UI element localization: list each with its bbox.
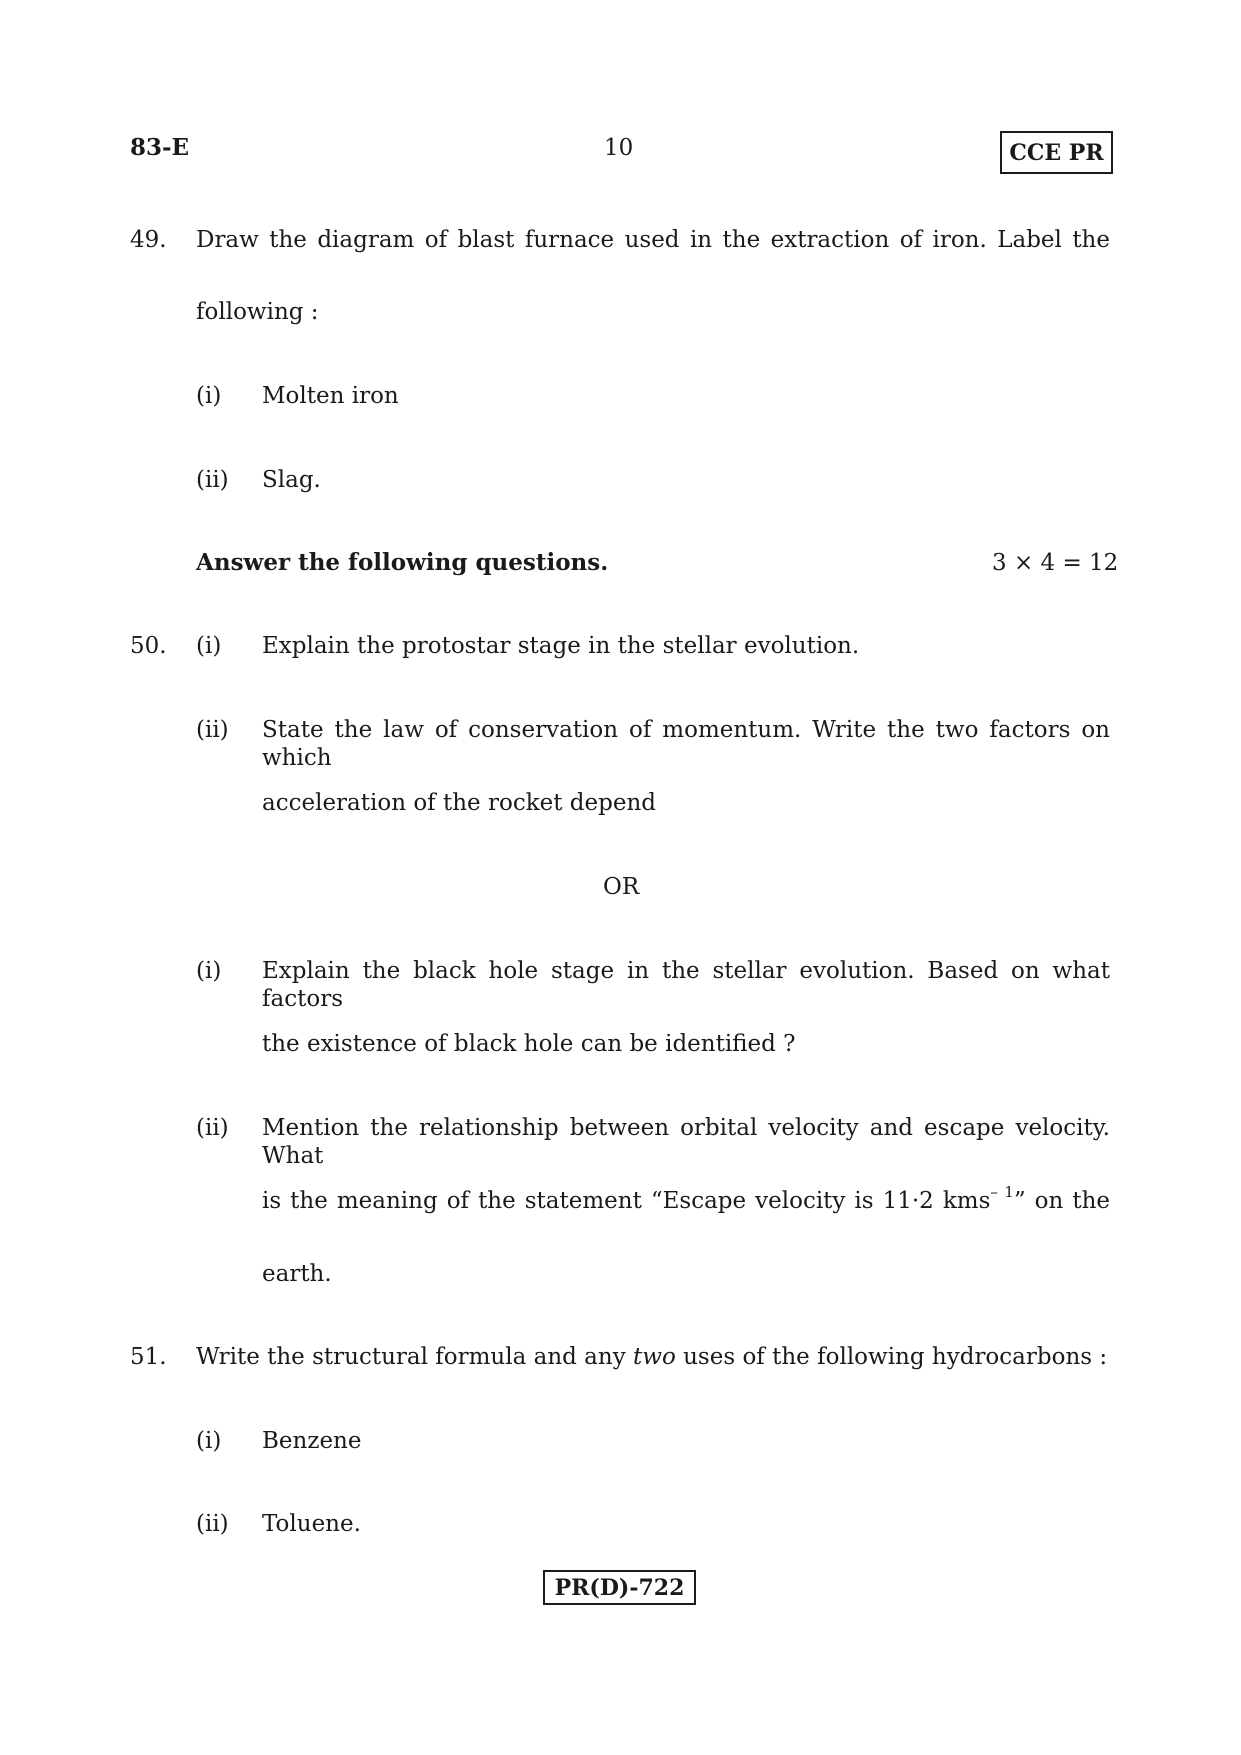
q50-b-i-text-line1: Explain the black hole stage in the stellar evolution. Based on what factors [262, 958, 1110, 1012]
q50-b-ii-text-line2 [262, 1183, 1110, 1215]
q50-b-ii-statement-end: ” on the [1013, 1188, 1110, 1214]
q49-item-text: Molten iron [262, 383, 399, 409]
unit-exponent: – 1 [990, 1183, 1014, 1202]
q50-b-ii-label: (ii) [196, 1115, 229, 1141]
q50-b-i-text-line2: the existence of black hole can be identified ? [262, 1031, 796, 1057]
q51-text-emphasis: two [633, 1344, 676, 1370]
section-instruction: Answer the following questions. [196, 549, 609, 576]
q49-item-label: (ii) [196, 467, 229, 493]
paper-code: 83-E [130, 134, 190, 161]
q51-text [196, 1343, 1107, 1371]
q50-number: 50. [130, 633, 167, 659]
q50-a-i-text: Explain the protostar stage in the stellar evolution. [262, 633, 860, 659]
q51-item-label: (ii) [196, 1511, 229, 1537]
q51-item-text: Benzene [262, 1428, 362, 1454]
q50-b-ii-text-line3: earth. [262, 1261, 332, 1287]
footer-code-box: PR(D)-722 [543, 1570, 696, 1605]
or-separator: OR [603, 874, 640, 900]
q51-item-text: Toluene. [262, 1511, 361, 1537]
series-box: CCE PR [1000, 131, 1113, 174]
q50-a-ii-text-line1: State the law of conservation of momentum. Write the two factors on which [262, 717, 1110, 771]
section-marks: 3 × 4 = 12 [992, 550, 1119, 576]
q49-text-line2: following : [196, 299, 319, 325]
q50-b-ii-statement: is the meaning of the statement “Escape velocity is 11·2 kms [262, 1188, 991, 1214]
q49-item-text: Slag. [262, 467, 321, 493]
q49-text-line1: Draw the diagram of blast furnace used in the extraction of iron. Label the [196, 227, 1110, 253]
q49-item-label: (i) [196, 383, 222, 409]
q50-a-i-label: (i) [196, 633, 222, 659]
page-number: 10 [604, 135, 634, 161]
q51-text-end: uses of the following hydrocarbons : [675, 1344, 1108, 1370]
q51-item-label: (i) [196, 1428, 222, 1454]
q50-a-ii-text-line2: acceleration of the rocket depend [262, 790, 657, 816]
q51-text-start: Write the structural formula and any [196, 1344, 634, 1370]
q51-number: 51. [130, 1344, 167, 1370]
q50-b-ii-text-line1: Mention the relationship between orbital velocity and escape velocity. What [262, 1115, 1110, 1169]
q50-a-ii-label: (ii) [196, 717, 229, 743]
q49-number: 49. [130, 227, 167, 253]
q50-b-i-label: (i) [196, 958, 222, 984]
